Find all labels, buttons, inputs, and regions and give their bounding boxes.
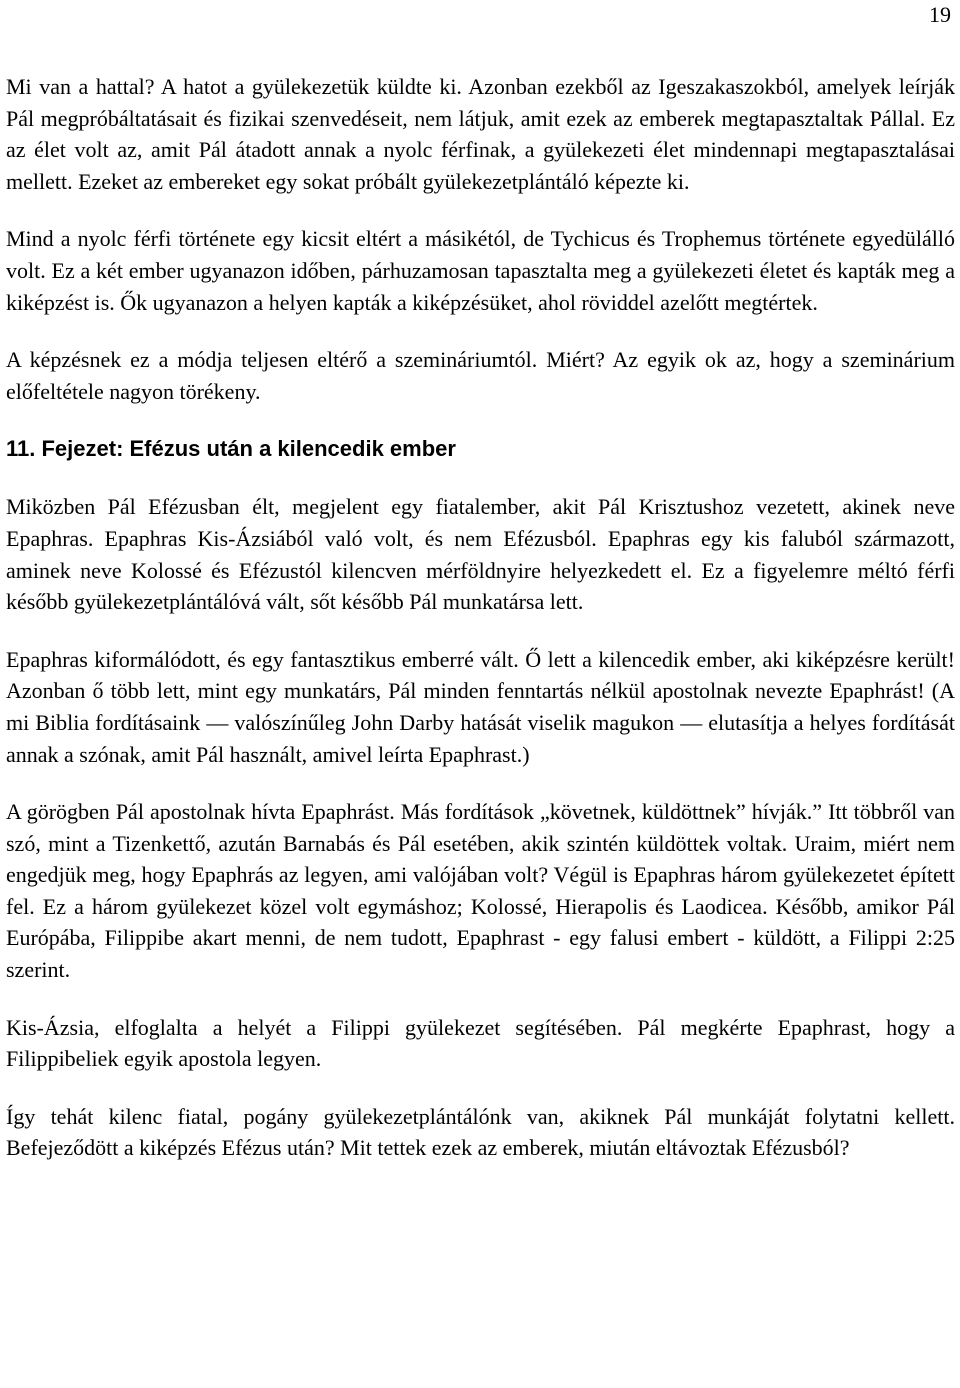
paragraph: Epaphras kiformálódott, és egy fantasztikus emberré vált. Ő lett a kilencedik ember, aki kiképzésre került! Azonban ő több lett, mint egy munkatárs, Pál minden fenntartás nélkül apostolnak nevezte Epaphrást! (A mi Biblia fordításaink — valószínűleg John Darby hatását viselik magukon — elutasítja a helyes fordítását annak a szónak, amit Pál használt, amivel leírta Epaphrast.)	[6, 646, 955, 767]
paragraph: Mi van a hattal? A hatot a gyülekezetük küldte ki. Azonban ezekből az Igeszakaszokból, amelyek leírják Pál megpróbáltatásait és fizikai szenvedéseit, nem látjuk, amit ezek az emberek megtapasztaltak Pállal. Ez az élet volt az, amit Pál átadott annak a nyolc férfinak, a gyülekezeti élet mindennapi megtapasztalásai mellett. Ezeket az embereket egy sokat próbált gyülekezetplántáló képezte ki.	[6, 74, 955, 194]
paragraph: A görögben Pál apostolnak hívta Epaphrást. Más fordítások „követnek, küldöttnek” hívják.” Itt többről van szó, mint a Tizenkettő, azután Barnabás és Pál esetében, akik szintén küldöttek voltak. Uraim, miért nem engedjük meg, hogy Epaphrás az legyen, ami valójában volt? Végül is Epaphras három gyülekezetet épített fel. Ez a három gyülekezet közel volt egymáshoz; Kolossé, Hierapolis és Laodicea. Később, amikor Pál Európába, Filippibe akart menni, de nem tudott, Epaphrast - egy falusi embert - küldött, a Filippi 2:25 szerint.	[6, 799, 955, 983]
paragraph: A képzésnek ez a módja teljesen eltérő a szemináriumtól. Miért? Az egyik ok az, hogy a szeminárium előfeltétele nagyon törékeny.	[6, 347, 955, 404]
paragraph: Miközben Pál Efézusban élt, megjelent egy fiatalember, akit Pál Krisztushoz vezetett, akinek neve Epaphras. Epaphras Kis-Ázsiából való volt, és nem Efézusból. Epaphras egy kis faluból származott, aminek neve Kolossé és Efézustól kilencven mérföldnyire helyezkedett el. Ez a figyelemre méltó férfi később gyülekezetplántálóvá vált, sőt később Pál munkatársa lett.	[6, 494, 955, 615]
page-number: 19	[929, 2, 951, 27]
paragraph: Kis-Ázsia, elfoglalta a helyét a Filippi gyülekezet segítésében. Pál megkérte Epaphrast, hogy a Filippibeliek egyik apostola legyen.	[6, 1014, 955, 1072]
paragraph: Mind a nyolc férfi története egy kicsit eltért a másikétól, de Tychicus és Trophemus története egyedülálló volt. Ez a két ember ugyanazon időben, párhuzamosan tapasztalta meg a gyülekezeti életet és kapták meg a kiképzést is. Ők ugyanazon a helyen kapták a kiképzésüket, ahol röviddel azelőtt megtértek.	[6, 226, 955, 315]
paragraph: Így tehát kilenc fiatal, pogány gyülekezetplántálónk van, akiknek Pál munkáját folytatni kellett. Befejeződött a kiképzés Efézus után? Mit tettek ezek az emberek, miután eltávoztak Efézusból?	[6, 1103, 955, 1161]
chapter-heading: 11. Fejezet: Efézus után a kilencedik ember	[6, 436, 456, 462]
document-body	[6, 71, 955, 1164]
